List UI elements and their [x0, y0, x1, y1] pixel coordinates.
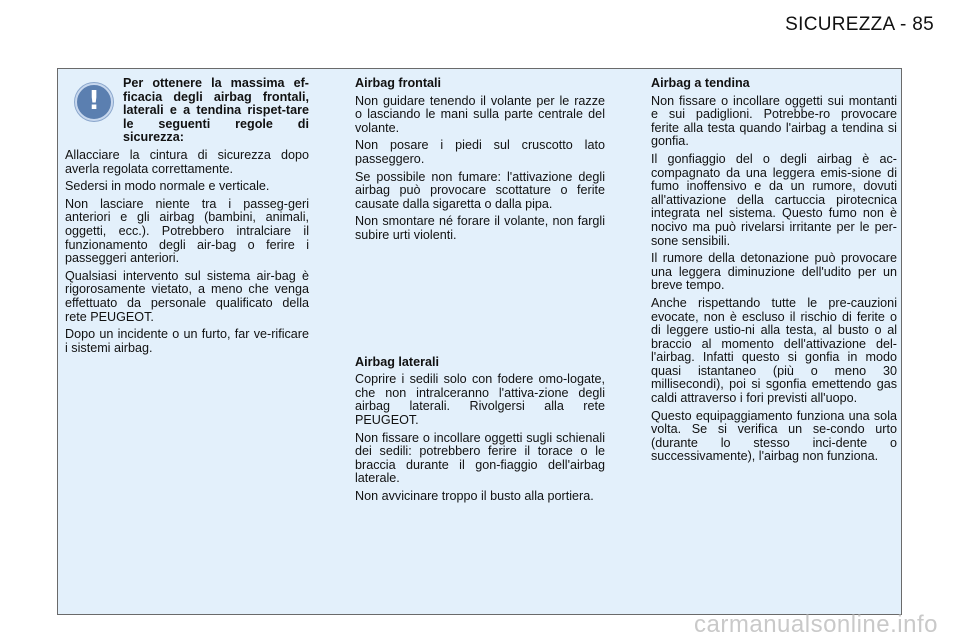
warning-paragraph: Sedersi in modo normale e verticale. — [65, 179, 270, 194]
page-title: SICUREZZA - 85 — [785, 14, 934, 35]
section-paragraph: Non guidare tenendo il volante per le razze o lasciando le mani sulla parte centrale del volante. — [355, 93, 605, 135]
section-heading: Airbag a tendina — [651, 76, 750, 90]
warning-intro: Per ottenere la massima ef-ficacia degli airbag frontali, laterali e a tendina rispet-tare le seguenti regole di sicurezza: — [123, 76, 309, 145]
section-airbag-laterali — [355, 356, 605, 504]
section-paragraph: Non fissare o incollare oggetti sui montanti e sui padiglioni. Potrebbe-ro provocare ferite alla testa quando l'airbag a tendina si gonfia. — [651, 93, 897, 149]
section-heading: Airbag laterali — [355, 354, 439, 369]
curtain-airbag-column — [651, 77, 897, 468]
section-paragraph: Non fissare o incollare oggetti sugli schienali dei sedili: potrebbero ferire il torace o le braccia durante il gon-fiaggio dell'airbag laterale. — [355, 430, 605, 486]
front-side-airbag-column — [355, 77, 605, 507]
section-heading: Airbag frontali — [355, 76, 442, 90]
warning-paragraph: Dopo un incidente o un furto, far ve-rificare i sistemi airbag. — [65, 327, 309, 355]
section-airbag-tendina — [651, 77, 897, 464]
section-paragraph: Questo equipaggiamento funziona una sola volta. Se si verifica un se-condo urto (durante lo stesso inci-dente o successivamente), l'airbag non funziona. — [651, 408, 897, 464]
section-paragraph: Anche rispettando tutte le pre-cauzioni evocate, non è escluso il rischio di ferite o di leggere ustio-ni alla testa, al busto o al braccio al momento dell'attivazione del-l'airbag. Infatti questo si gonfia in modo quasi istantaneo (più o meno 30 millisecondi), poi si sgonfia emettendo gas caldi attraverso i fori previsti all'uopo. — [651, 295, 897, 406]
section-airbag-frontali — [355, 77, 605, 243]
warning-header — [65, 77, 309, 145]
warning-paragraph: Allacciare la cintura di sicurezza dopo averla regolata correttamente. — [65, 147, 309, 176]
section-paragraph: Non avvicinare troppo il busto alla portiera. — [355, 488, 594, 503]
airbag-safety-panel — [57, 68, 902, 615]
section-paragraph: Il gonfiaggio del o degli airbag è ac-compagnato da una leggera emis-sione di fumo inoffensivo e da un rumore, dovuti all'attivazione della cartuccia pirotecnica integrata nel sistema. Questo fumo non è nocivo ma può rivelarsi irritante per le per-sone sensibili. — [651, 151, 897, 248]
section-paragraph: Il rumore della detonazione può provocare una leggera diminuzione dell'udito per un breve tempo. — [651, 251, 897, 293]
exclamation-icon: ! — [75, 83, 113, 121]
warning-column — [65, 77, 309, 359]
section-paragraph: Non smontare né forare il volante, non fargli subire urti violenti. — [355, 214, 605, 242]
warning-paragraph: Qualsiasi intervento sul sistema air-bag è rigorosamente vietato, a meno che venga effettuato da personale qualificato della rete PEUGEOT. — [65, 268, 309, 324]
section-paragraph: Non posare i piedi sul cruscotto lato passeggero. — [355, 138, 605, 166]
section-paragraph: Coprire i sedili solo con fodere omo-logate, che non intralceranno l'attiva-zione degli airbag laterali. Rivolgersi alla rete PEUGEOT. — [355, 372, 605, 427]
warning-paragraph: Non lasciare niente tra i passeg-geri anteriori e gli airbag (bambini, animali, oggetti, ecc.). Potrebbero intralciare il funzionamento degli air-bag o ferire i passeggeri anteriori. — [65, 196, 309, 266]
section-paragraph: Se possibile non fumare: l'attivazione degli airbag può provocare scottature o ferite causate dalla sigaretta o dalla pipa. — [355, 169, 605, 211]
watermark: carmanualsonline.info — [694, 611, 938, 638]
